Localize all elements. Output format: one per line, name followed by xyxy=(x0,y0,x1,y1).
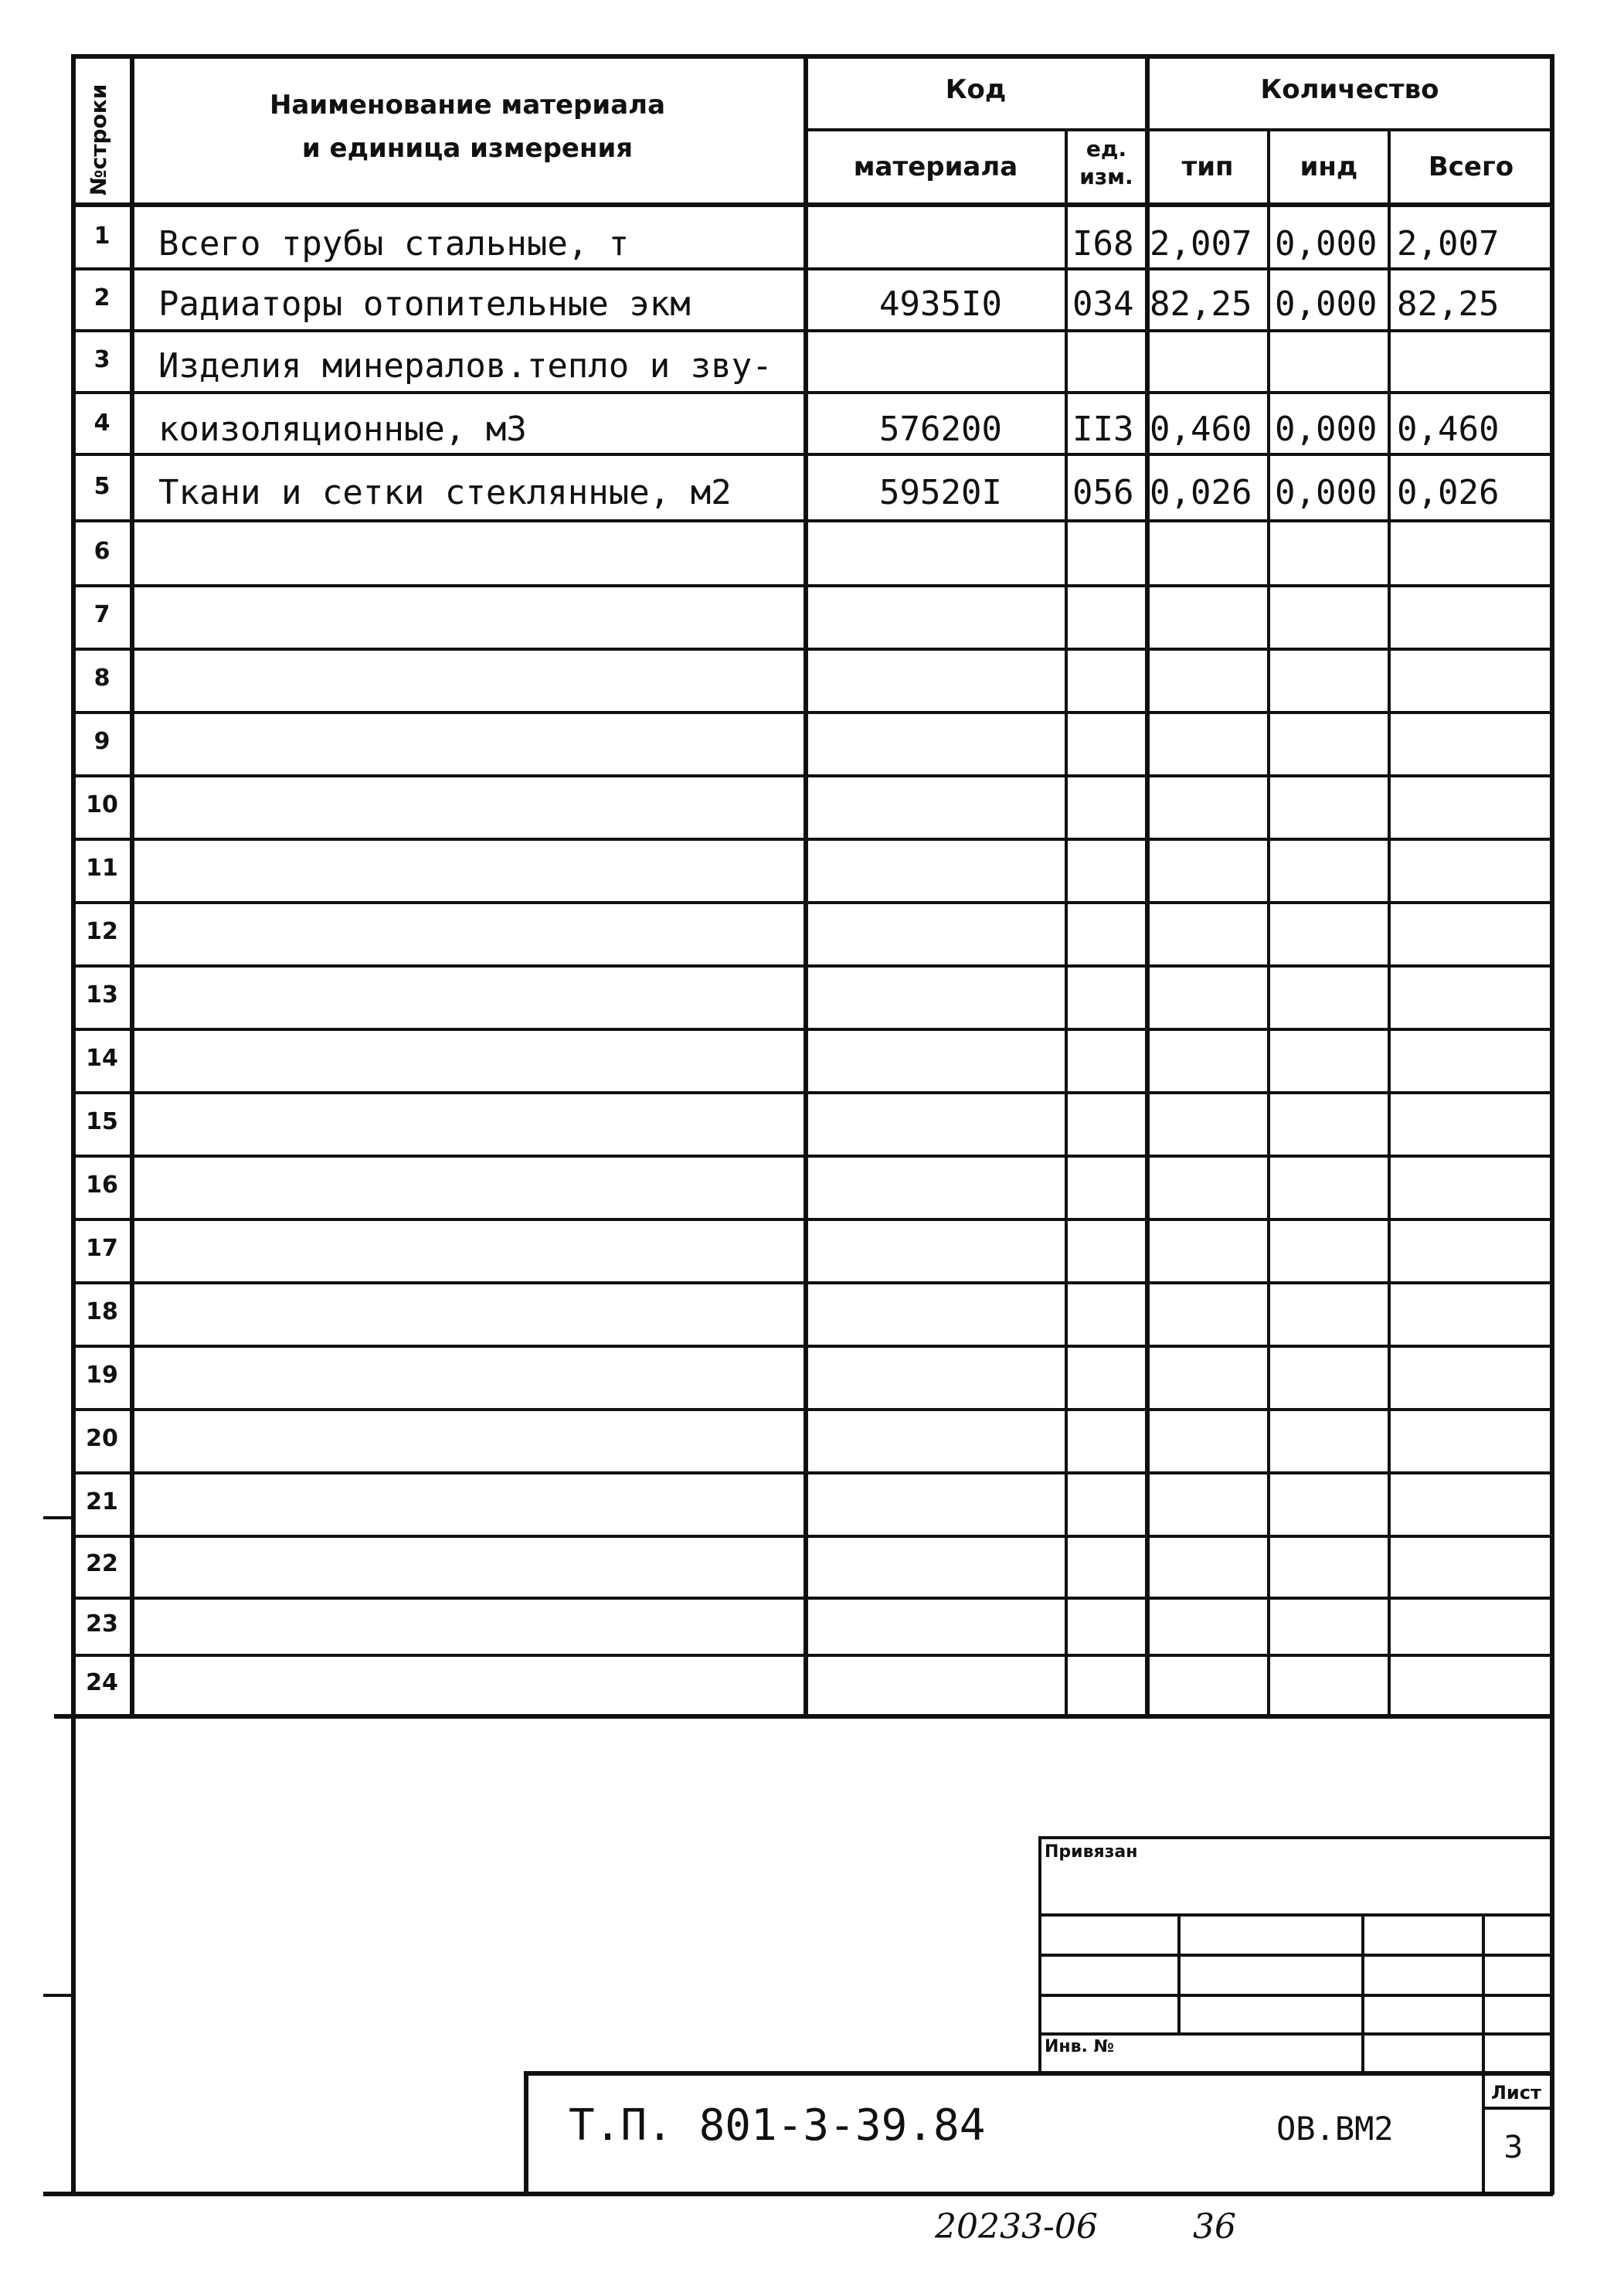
material-name: Всего трубы стальные, т xyxy=(158,224,630,264)
qty-typ: 0,026 xyxy=(1150,473,1252,512)
row-number: 8 xyxy=(93,665,110,692)
linked-label: Привязан xyxy=(1045,1842,1138,1862)
row-number: 23 xyxy=(86,1610,118,1638)
row-number: 14 xyxy=(86,1045,118,1072)
sheet-number: 3 xyxy=(1503,2130,1524,2165)
material-name: Ткани и сетки стеклянные, м2 xyxy=(158,473,732,512)
row-number: 22 xyxy=(86,1550,118,1577)
row-number: 12 xyxy=(86,918,118,945)
quantity-header: Количество xyxy=(1260,74,1439,105)
unit-header-2: изм. xyxy=(1079,164,1133,189)
row-number: 2 xyxy=(93,284,110,311)
material-code-header: материала xyxy=(853,151,1018,182)
document-code: Т.П. 801-3-39.84 xyxy=(569,2100,986,2151)
unit-code: I68 xyxy=(1072,224,1134,264)
material-code: 59520I xyxy=(879,473,1002,512)
total-header: Всего xyxy=(1428,151,1514,182)
sheet-label: Лист xyxy=(1491,2082,1541,2104)
material-name: Изделия минералов.тепло и зву- xyxy=(158,346,773,386)
unit-header: ед. xyxy=(1085,136,1127,162)
unit-code: 034 xyxy=(1072,284,1134,324)
inventory-number-label: Инв. № xyxy=(1045,2037,1115,2056)
material-name: коизоляционные, м3 xyxy=(158,410,527,449)
row-number: 15 xyxy=(86,1108,118,1135)
qty-total: 0,026 xyxy=(1397,473,1500,512)
page-number: 36 xyxy=(1193,2207,1236,2246)
row-number: 7 xyxy=(93,601,110,628)
row-number: 6 xyxy=(93,538,110,565)
row-number: 13 xyxy=(86,981,118,1008)
row-number: 11 xyxy=(86,855,118,882)
row-number: 10 xyxy=(86,791,118,818)
archive-number: 20233-06 xyxy=(935,2207,1098,2246)
row-number-header: №строки xyxy=(86,83,111,196)
document-mark: ОВ.ВМ2 xyxy=(1276,2110,1394,2148)
row-number: 1 xyxy=(93,223,110,250)
row-number: 21 xyxy=(86,1488,118,1515)
unit-code: II3 xyxy=(1072,410,1134,449)
row-number: 3 xyxy=(93,346,110,373)
qty-typ: 82,25 xyxy=(1150,284,1252,324)
material-name-header: Наименование материала xyxy=(269,90,666,121)
row-number: 19 xyxy=(86,1362,118,1389)
row-number: 18 xyxy=(86,1298,118,1325)
material-code: 576200 xyxy=(879,410,1002,449)
qty-ind: 0,000 xyxy=(1275,224,1378,264)
row-number: 24 xyxy=(86,1669,118,1696)
qty-typ: 0,460 xyxy=(1150,410,1252,449)
row-number: 20 xyxy=(86,1425,118,1452)
material-name: Радиаторы отопительные экм xyxy=(158,284,691,324)
code-header: Код xyxy=(945,74,1007,105)
qty-ind: 0,000 xyxy=(1275,284,1378,324)
qty-ind: 0,000 xyxy=(1275,473,1378,512)
row-number: 4 xyxy=(93,410,110,437)
typ-header: тип xyxy=(1181,151,1234,182)
qty-ind: 0,000 xyxy=(1275,410,1378,449)
row-number: 5 xyxy=(93,473,110,500)
row-number: 9 xyxy=(93,728,110,755)
material-code: 4935I0 xyxy=(879,284,1002,324)
row-number: 17 xyxy=(86,1235,118,1262)
qty-total: 0,460 xyxy=(1397,410,1500,449)
row-number: 16 xyxy=(86,1172,118,1199)
material-name-header-2: и единица измерения xyxy=(301,133,634,164)
qty-total: 2,007 xyxy=(1397,224,1500,264)
qty-typ: 2,007 xyxy=(1150,224,1252,264)
unit-code: 056 xyxy=(1072,473,1134,512)
ind-header: инд xyxy=(1300,151,1358,182)
qty-total: 82,25 xyxy=(1397,284,1500,324)
